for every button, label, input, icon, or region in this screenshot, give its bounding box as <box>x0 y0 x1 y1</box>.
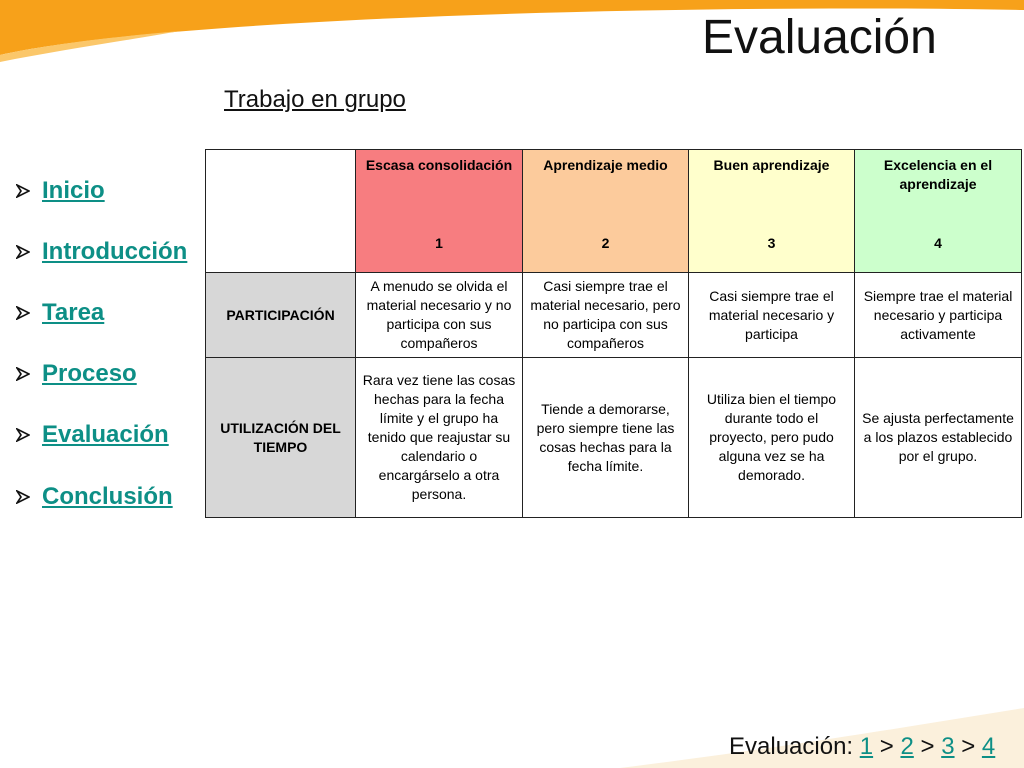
criterion-label: PARTICIPACIÓN <box>206 273 356 358</box>
rubric-table <box>205 149 1022 518</box>
rubric-cell: Tiende a demorarse, pero siempre tiene las cosas hechas para la fecha límite. <box>523 358 689 518</box>
page-subtitle: Trabajo en grupo <box>224 86 406 113</box>
nav-link-proceso[interactable]: Proceso <box>42 360 137 388</box>
rubric-cell: Se ajusta perfectamente a los plazos establecido por el grupo. <box>855 358 1022 518</box>
level-name-2: Aprendizaje medio <box>523 150 689 215</box>
side-nav <box>16 160 187 527</box>
arrow-bullet-icon <box>16 306 30 320</box>
level-score-1: 1 <box>356 214 523 273</box>
nav-link-tarea[interactable]: Tarea <box>42 298 105 326</box>
level-name-1: Escasa consolidación <box>356 150 523 215</box>
page-link-2[interactable]: 2 <box>900 733 914 760</box>
nav-link-introduccion[interactable]: Introducción <box>42 237 188 265</box>
rubric-cell: Casi siempre trae el material necesario, pero no participa con sus compañeros <box>523 273 689 358</box>
rubric-cell: Utiliza bien el tiempo durante todo el proyecto, pero pudo alguna vez se ha demorado. <box>689 358 855 518</box>
page-separator: > <box>961 733 976 760</box>
page-link-3[interactable]: 3 <box>941 733 955 760</box>
page-link-4[interactable]: 4 <box>981 733 996 760</box>
arrow-bullet-icon <box>16 428 30 442</box>
arrow-bullet-icon <box>16 184 30 198</box>
nav-item-proceso <box>16 344 187 405</box>
level-score-3: 3 <box>689 214 855 273</box>
page-separator: > <box>879 733 894 760</box>
arrow-bullet-icon <box>16 367 30 381</box>
rubric-corner-cell <box>206 150 356 273</box>
arrow-bullet-icon <box>16 245 30 259</box>
page-link-1[interactable]: 1 <box>859 733 874 760</box>
rubric-cell: Siempre trae el material necesario y participa activamente <box>855 273 1022 358</box>
rubric-cell: Casi siempre trae el material necesario y participa <box>689 273 855 358</box>
rubric-row-tiempo <box>206 358 1022 518</box>
rubric-header-row <box>206 150 1022 215</box>
nav-link-conclusion[interactable]: Conclusión <box>42 482 173 510</box>
arrow-bullet-icon <box>16 490 30 504</box>
rubric-cell: Rara vez tiene las cosas hechas para la fecha límite y el grupo ha tenido que reajustar su calendario o encargárselo a otra persona. <box>356 358 523 518</box>
criterion-label: UTILIZACIÓN DEL TIEMPO <box>206 358 356 518</box>
nav-item-introduccion <box>16 221 187 282</box>
level-score-4: 4 <box>855 214 1022 273</box>
nav-item-tarea <box>16 282 187 343</box>
page-title: Evaluación <box>702 11 937 64</box>
nav-item-inicio <box>16 160 187 221</box>
page-separator: > <box>920 733 935 760</box>
level-score-2: 2 <box>523 214 689 273</box>
nav-item-evaluacion <box>16 405 187 466</box>
page-navigation-label: Evaluación: <box>729 733 854 760</box>
level-name-4: Excelencia en el aprendizaje <box>855 150 1022 215</box>
rubric-cell: A menudo se olvida el material necesario y no participa con sus compañeros <box>356 273 523 358</box>
nav-link-evaluacion[interactable]: Evaluación <box>42 421 169 449</box>
nav-link-inicio[interactable]: Inicio <box>42 176 105 204</box>
nav-item-conclusion <box>16 466 187 527</box>
level-name-3: Buen aprendizaje <box>689 150 855 215</box>
page-navigation <box>729 733 995 761</box>
rubric-row-participacion <box>206 273 1022 358</box>
